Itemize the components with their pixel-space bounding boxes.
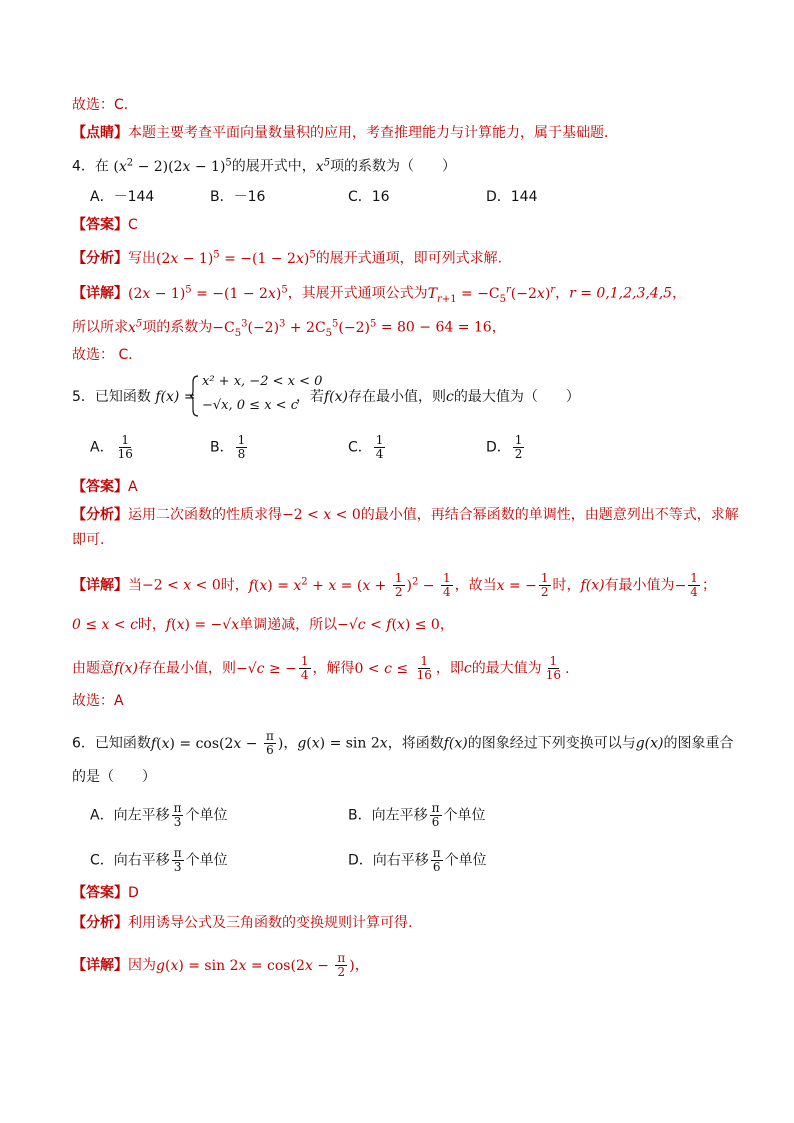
q6-option-a xyxy=(90,802,227,829)
q4-term: $x^5$ xyxy=(315,157,331,175)
q6-option-d-den: 6 xyxy=(432,860,441,874)
q4-detail-expr2: $T_{r+1} = -C_5^r(-2x)^r$ xyxy=(427,284,556,305)
q5-d3-fx: f(x) xyxy=(114,660,139,677)
q5-option-c-num: 1 xyxy=(375,433,384,447)
q6-stem-mid: ， xyxy=(283,735,298,752)
comment-tag: 【点睛】 xyxy=(72,125,128,141)
q5-option-c-den: 4 xyxy=(375,447,384,461)
q5-analysis-tag: 【分析】 xyxy=(72,507,128,523)
q5-detail-l3 xyxy=(72,655,569,682)
q5-detail-l1 xyxy=(72,572,716,599)
q5-d2-ineq: −√c < f(x) ≤ 0 xyxy=(337,617,440,633)
q5-d1-x: x = − $\frac{1}{2}$ xyxy=(496,571,549,599)
q6-analysis xyxy=(72,914,412,932)
q5-option-d xyxy=(486,434,526,461)
q4-stem-mid: 的展开式中， xyxy=(231,158,316,175)
q4-answer xyxy=(72,216,138,234)
q5-option-a xyxy=(90,434,137,461)
q5-d2-c: 单调递减，所以 xyxy=(239,617,338,633)
q4-analysis-pre: 写出 xyxy=(128,250,156,267)
q4-analysis-post: 的展开式通项，即可列式求解. xyxy=(315,250,503,267)
q6-detail-eq: g(x) = sin 2x = cos(2x − $\frac{\pi}{2}$ ) xyxy=(156,951,355,979)
q5-stem-mid2: 存在最小值，则 xyxy=(348,389,447,405)
q5-option-b-den: 8 xyxy=(237,447,246,461)
q5-stem xyxy=(72,388,196,406)
q4-analysis xyxy=(72,246,502,268)
q6-stem-pre: 已知函数 xyxy=(94,735,151,752)
q5-piecewise-brace xyxy=(190,374,200,418)
q5-d2-b: 时， xyxy=(137,617,166,633)
q4-line2-pre: 所以所求 xyxy=(72,319,128,336)
q5-d3-b: 存在最小值，则 xyxy=(138,660,237,677)
q5-option-c-label: C． xyxy=(348,439,372,456)
q5-d1-a: 当 xyxy=(128,577,142,594)
q4-answer-value: C xyxy=(128,217,138,233)
q4-detail: 【详解】$(2x - 1)^5 = -(1 - 2x)^5$，其展开式通项公式为$T_{r+1} = -C_5^r(-2x)^r$，r = 0,1,2,3,4,5， xyxy=(72,284,687,305)
q5-piece1: x² + x, −2 < x < 0 xyxy=(202,374,323,389)
q6-fx2: f(x) xyxy=(443,735,468,752)
q6-option-c-den: 3 xyxy=(173,860,182,874)
q5-choice: 故选：A xyxy=(72,693,124,709)
q6-option-c-num: π xyxy=(173,846,182,860)
q6-analysis-tag: 【分析】 xyxy=(72,915,128,931)
q6-option-a-label: A．向左平移 xyxy=(90,807,170,824)
q6-fx: f(x) = cos(2x − $\frac{\pi}{6}$ ) xyxy=(150,729,284,757)
q4-option-a: A．－144 xyxy=(90,189,155,205)
q5-d2-eq: f(x) = −√x xyxy=(165,617,240,633)
q4-choice: 故选： C． xyxy=(72,347,143,363)
q6-option-b-num: π xyxy=(431,801,440,815)
q6-option-d-tail: 个单位 xyxy=(444,852,487,869)
q6-stem-mid3: 的图象经过下列变换可以与 xyxy=(467,735,636,752)
q5-d3-range: 0 < c ≤ $\frac{1}{16}$ xyxy=(354,654,432,682)
q4-detail-r: r = 0,1,2,3,4,5 xyxy=(569,285,673,302)
q5-d3-e: 的最大值为 xyxy=(471,660,542,677)
q5-analysis-post: 的最小值，再结合幂函数的单调性，由题意列出不等式，求解 xyxy=(360,507,739,523)
q4-option-b: B．－16 xyxy=(210,189,266,205)
q6-detail-tag: 【详解】 xyxy=(72,957,128,974)
q6-detail-pre: 因为 xyxy=(128,957,156,974)
q5-d3-ineq: −√c ≥ − $\frac{1}{4}$ xyxy=(236,654,309,682)
q5-d3-c-var: c xyxy=(463,660,472,677)
q5-d1-range: −2 < x < 0 xyxy=(142,577,221,594)
q6-stem-l2: 的是（ ） xyxy=(72,769,156,785)
q6-option-c-label: C．向右平移 xyxy=(90,852,170,869)
q5-stem-pre: 已知函数 xyxy=(94,389,151,405)
q5-detail-l2: 0 ≤ x < c时，f(x) = −√x单调递减，所以−√c < f(x) ≤ 0， xyxy=(72,617,454,633)
q4-option-d: D．144 xyxy=(486,189,538,205)
q4-number: 4． xyxy=(72,158,95,175)
q5-piece2: −√x, 0 ≤ x < c xyxy=(202,398,298,413)
q6-option-c xyxy=(90,847,228,874)
q4-stem-post: 项的系数为（ ） xyxy=(330,158,457,175)
q5-answer-value: A xyxy=(128,479,138,495)
q5-d3-a: 由题意 xyxy=(72,660,114,677)
q4-line2-mid: 项的系数为 xyxy=(142,319,213,336)
q5-d1-d: 时， xyxy=(552,577,581,594)
q5-d3-c: ，解得 xyxy=(312,660,355,677)
q4-expression: $(x^2 - 2)(2x - 1)^5$ xyxy=(113,157,232,175)
q5-d3-result: $\frac{1}{16}$ . xyxy=(545,654,570,682)
q5-option-c xyxy=(348,434,387,461)
q5-option-c-frac xyxy=(374,434,386,461)
q6-option-b-tail: 个单位 xyxy=(443,807,486,824)
q5-analysis xyxy=(72,506,739,524)
q4-answer-tag: 【答案】 xyxy=(72,217,128,233)
q5-d2-a: 0 ≤ x < c xyxy=(72,617,138,633)
q5-analysis-range: −2 < x < 0 xyxy=(282,507,361,523)
q5-option-b-label: B． xyxy=(210,439,234,456)
choice-text: 故选：C． xyxy=(72,97,138,113)
q6-option-c-frac xyxy=(172,847,184,874)
q4-line2-term: $x^5$ xyxy=(128,318,143,336)
q6-gx2: g(x) xyxy=(635,735,664,752)
q4-analysis-tag: 【分析】 xyxy=(72,250,128,267)
q5-option-b xyxy=(210,434,249,461)
q4-option-c: C．16 xyxy=(348,189,390,205)
q4-detail-tag: 【详解】 xyxy=(72,285,128,302)
q6-option-b-den: 6 xyxy=(431,815,440,829)
q6-option-d-label: D．向右平移 xyxy=(348,852,429,869)
q5-answer xyxy=(72,478,138,496)
q5-d1-e: 有最小值为 xyxy=(604,577,675,594)
q5-d1-min: − $\frac{1}{4}$ xyxy=(674,571,698,599)
q5-option-d-den: 2 xyxy=(514,447,523,461)
q5-option-d-num: 1 xyxy=(514,433,523,447)
q4-stem xyxy=(72,154,456,176)
q5-option-b-frac xyxy=(236,434,248,461)
q5-number: 5． xyxy=(72,389,95,405)
q4-line2-coeffs: $-C_5^3(-2)^3 + 2C_5^5(-2)^5$ xyxy=(212,318,377,339)
q6-number: 6． xyxy=(72,735,95,752)
q5-analysis-pre: 运用二次函数的性质求得 xyxy=(128,507,282,523)
q4-detail-expr1: $(2x - 1)^5 = -(1 - 2x)^5$ xyxy=(128,284,288,302)
q5-answer-tag: 【答案】 xyxy=(72,479,128,495)
q5-option-d-label: D． xyxy=(486,439,511,456)
q6-detail: 【详解】因为g(x) = sin 2x = cos(2x − $\frac{\pi}{2}$ )， xyxy=(72,951,369,979)
q5-option-b-num: 1 xyxy=(237,433,246,447)
q5-stem-post: 的最大值为（ ） xyxy=(453,389,580,405)
q5-c: c xyxy=(446,389,454,405)
q6-option-d xyxy=(348,847,487,874)
q6-stem-post: 的图象重合 xyxy=(663,735,734,752)
q6-stem-mid2: ，将函数 xyxy=(387,735,444,752)
q6-option-c-tail: 个单位 xyxy=(185,852,228,869)
q6-stem xyxy=(72,730,734,757)
choice-line xyxy=(72,96,138,114)
q5-option-d-frac xyxy=(513,434,525,461)
q5-option-a-frac xyxy=(116,434,135,461)
q5-option-a-den: 16 xyxy=(117,447,133,461)
q5-d1-c: ，故当 xyxy=(454,577,497,594)
q5-fx2: f(x) xyxy=(324,389,349,405)
q6-option-b xyxy=(348,802,486,829)
q6-option-d-num: π xyxy=(432,846,441,860)
q4-detail-mid: ，其展开式通项公式为 xyxy=(287,285,428,302)
q6-analysis-text: 利用诱导公式及三角函数的变换规则计算可得. xyxy=(128,915,413,931)
q5-d1-eq: $f(x) = x^2 + x = (x$ + $\frac{1}{2}$ )$^2$ − $\frac{1}{4}$ xyxy=(248,571,451,599)
q5-fx: f(x) = xyxy=(155,389,196,405)
q5-d3-d: ，即 xyxy=(435,660,464,677)
q6-option-a-frac xyxy=(172,802,184,829)
comment-line xyxy=(72,124,618,142)
q5-d1-b: 时， xyxy=(220,577,249,594)
q4-detail-line2: 所以所求$x^5$项的系数为$-C_5^3(-2)^3 + 2C_5^5(-2)^5 = 80 - 64 = 16$， xyxy=(72,318,506,339)
q6-answer-tag: 【答案】 xyxy=(72,885,128,901)
q5-d1-f: ； xyxy=(701,577,716,594)
q6-option-d-frac xyxy=(431,847,443,874)
q4-line2-result: = 80 − 64 = 16 xyxy=(380,319,492,336)
q5-detail-tag: 【详解】 xyxy=(72,577,128,594)
q6-answer-value: D xyxy=(128,885,139,901)
q5-stem-mid: ，若 xyxy=(296,389,324,405)
q6-option-b-label: B．向左平移 xyxy=(348,807,428,824)
q5-analysis-l2: 即可. xyxy=(72,532,105,548)
q6-option-a-den: 3 xyxy=(173,815,182,829)
q4-analysis-expr: $(2x - 1)^5 = -(1 - 2x)^5$ xyxy=(156,249,316,267)
q5-stem-rest xyxy=(296,388,580,406)
comment-text: 本题主要考查平面向量数量积的应用，考查推理能力与计算能力，属于基础题． xyxy=(128,125,618,141)
q4-stem-pre: 在 xyxy=(94,158,109,175)
q6-option-a-tail: 个单位 xyxy=(185,807,228,824)
q6-option-b-frac xyxy=(430,802,442,829)
q5-option-a-num: 1 xyxy=(121,433,130,447)
q6-gx: g(x) = sin 2x xyxy=(297,735,388,752)
q5-d1-fx: f(x) xyxy=(580,577,605,594)
q6-answer xyxy=(72,884,139,902)
q5-option-a-label: A． xyxy=(90,439,114,456)
q6-option-a-num: π xyxy=(173,801,182,815)
